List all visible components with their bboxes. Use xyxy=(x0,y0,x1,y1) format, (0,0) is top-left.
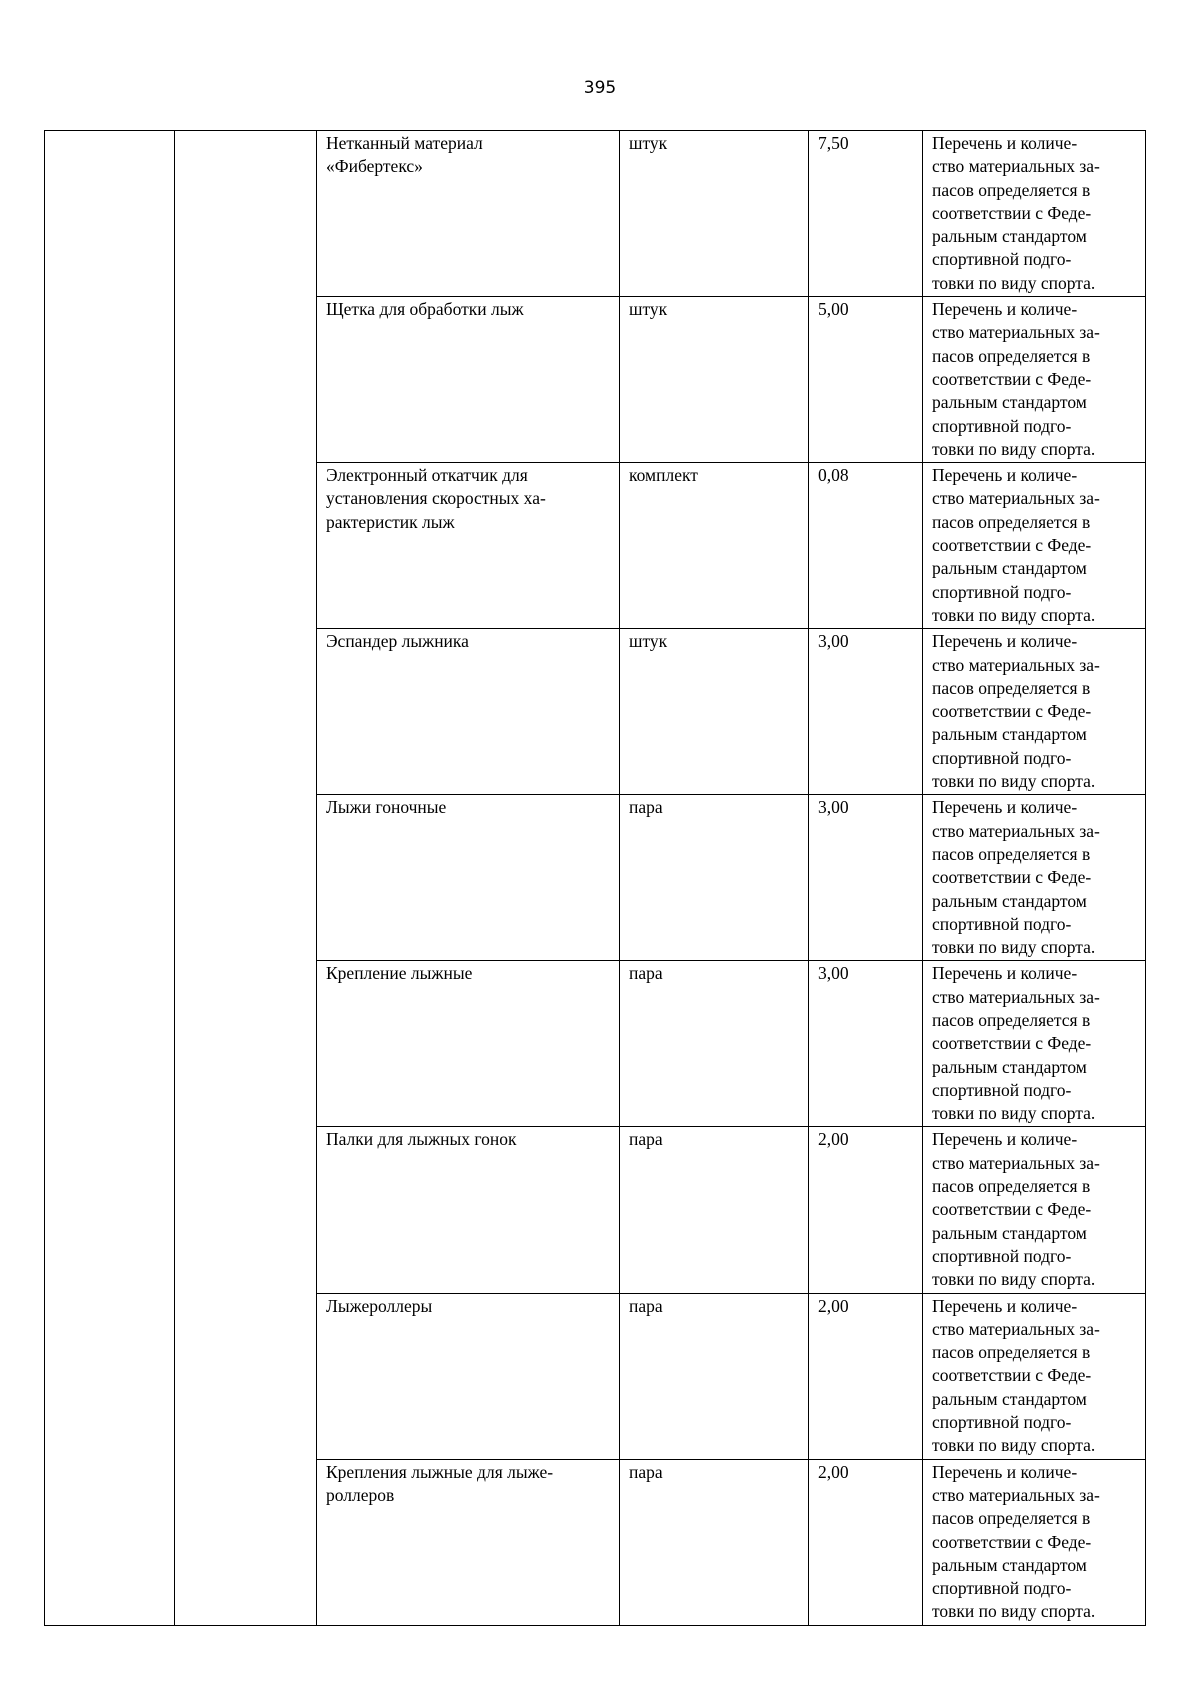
item-quantity: 2,00 xyxy=(809,1293,923,1459)
item-unit: пара xyxy=(620,961,809,1127)
item-unit: пара xyxy=(620,1459,809,1625)
item-note: Перечень и количе- ство материальных за- пасов определяется в соответствии с Феде- ральным стандартом спортивной подго- товки по виду спорта. xyxy=(923,961,1146,1127)
item-note: Перечень и количе- ство материальных за- пасов определяется в соответствии с Феде- ральным стандартом спортивной подго- товки по виду спорта. xyxy=(923,131,1146,297)
item-quantity: 0,08 xyxy=(809,463,923,629)
item-unit: штук xyxy=(620,131,809,297)
item-unit: пара xyxy=(620,1293,809,1459)
item-name: Палки для лыжных гонок xyxy=(326,1129,517,1150)
empty-cell-col1 xyxy=(45,131,175,1626)
item-name-cell xyxy=(317,463,620,629)
item-name-cell xyxy=(317,1459,620,1625)
item-name-cell xyxy=(317,961,620,1127)
item-name-cell xyxy=(317,795,620,961)
item-name: Электронный откатчик для установления скоростных ха- рактеристик лыж xyxy=(326,465,546,532)
item-quantity: 3,00 xyxy=(809,961,923,1127)
item-name: Щетка для обработки лыж xyxy=(326,299,524,320)
item-unit: пара xyxy=(620,795,809,961)
item-note: Перечень и количе- ство материальных за- пасов определяется в соответствии с Феде- ральным стандартом спортивной подго- товки по виду спорта. xyxy=(923,795,1146,961)
item-note: Перечень и количе- ство материальных за- пасов определяется в соответствии с Феде- ральным стандартом спортивной подго- товки по виду спорта. xyxy=(923,1459,1146,1625)
item-quantity: 5,00 xyxy=(809,297,923,463)
item-note: Перечень и количе- ство материальных за- пасов определяется в соответствии с Феде- ральным стандартом спортивной подго- товки по виду спорта. xyxy=(923,1293,1146,1459)
item-note: Перечень и количе- ство материальных за- пасов определяется в соответствии с Феде- ральным стандартом спортивной подго- товки по виду спорта. xyxy=(923,629,1146,795)
table-row xyxy=(45,131,1146,297)
item-note: Перечень и количе- ство материальных за- пасов определяется в соответствии с Феде- ральным стандартом спортивной подго- товки по виду спорта. xyxy=(923,1127,1146,1293)
item-name-cell xyxy=(317,629,620,795)
item-name-cell xyxy=(317,131,620,297)
item-name: Эспандер лыжника xyxy=(326,631,469,652)
item-name-cell xyxy=(317,297,620,463)
item-note: Перечень и количе- ство материальных за- пасов определяется в соответствии с Феде- ральным стандартом спортивной подго- товки по виду спорта. xyxy=(923,297,1146,463)
item-unit: пара xyxy=(620,1127,809,1293)
item-name: Крепление лыжные xyxy=(326,963,473,984)
item-quantity: 3,00 xyxy=(809,629,923,795)
item-name-cell xyxy=(317,1127,620,1293)
item-note: Перечень и количе- ство материальных за- пасов определяется в соответствии с Феде- ральным стандартом спортивной подго- товки по виду спорта. xyxy=(923,463,1146,629)
item-name: Лыжероллеры xyxy=(326,1295,433,1316)
item-name: Крепления лыжные для лыже- роллеров xyxy=(326,1461,554,1505)
item-name: Лыжи гоночные xyxy=(326,797,447,818)
item-unit: штук xyxy=(620,629,809,795)
item-name: Нетканный материал «Фибертекс» xyxy=(326,133,483,177)
item-unit: комплект xyxy=(620,463,809,629)
item-unit: штук xyxy=(620,297,809,463)
item-quantity: 2,00 xyxy=(809,1127,923,1293)
item-name-cell xyxy=(317,1293,620,1459)
equipment-table xyxy=(44,130,1146,1626)
empty-cell-col2 xyxy=(175,131,317,1626)
item-quantity: 7,50 xyxy=(809,131,923,297)
item-quantity: 3,00 xyxy=(809,795,923,961)
page-number: 395 xyxy=(583,78,617,98)
item-quantity: 2,00 xyxy=(809,1459,923,1625)
